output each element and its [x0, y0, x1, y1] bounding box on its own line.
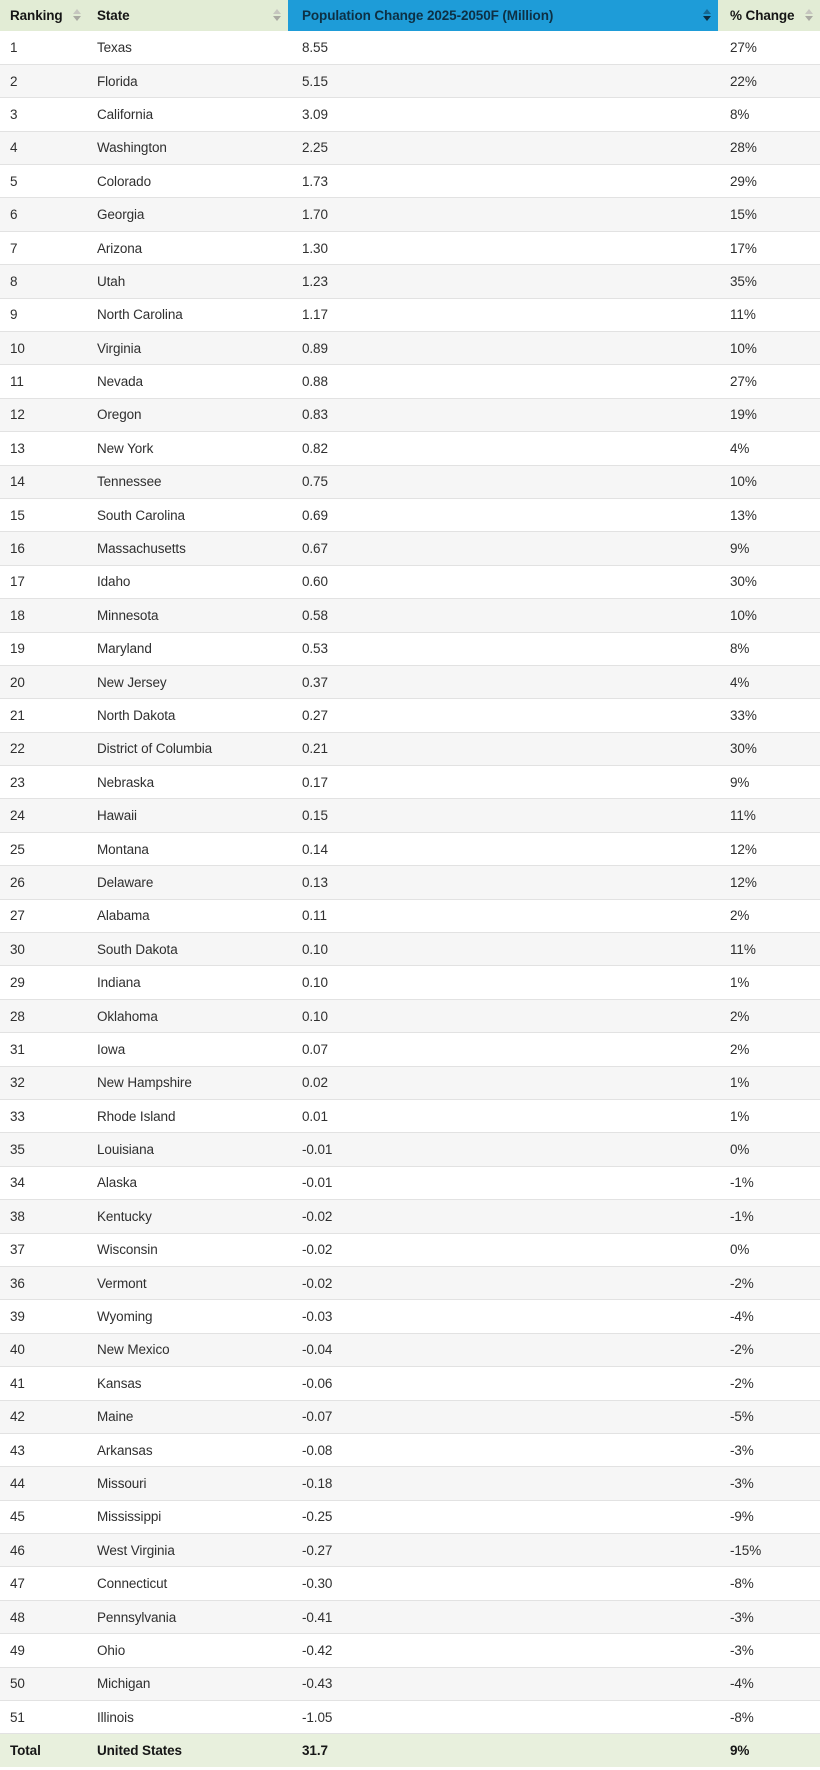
- population-change-cell: 0.83: [288, 398, 718, 431]
- state-cell: Mississippi: [88, 1500, 288, 1533]
- table-row: [0, 1166, 820, 1199]
- pct-change-cell: 0%: [718, 1233, 820, 1266]
- table-row: [0, 465, 820, 498]
- population-change-cell: 0.10: [288, 933, 718, 966]
- ranking-cell: 38: [0, 1200, 88, 1233]
- population-change-cell: -0.03: [288, 1300, 718, 1333]
- sort-descending-icon: [703, 9, 711, 21]
- ranking-cell: 42: [0, 1400, 88, 1433]
- population-change-cell: 0.67: [288, 532, 718, 565]
- table-row: [0, 732, 820, 765]
- table-row: [0, 933, 820, 966]
- table-row: [0, 599, 820, 632]
- pct-change-cell: 10%: [718, 465, 820, 498]
- table-row: [0, 1367, 820, 1400]
- population-change-cell: 0.07: [288, 1033, 718, 1066]
- state-cell: Utah: [88, 265, 288, 298]
- table-row: [0, 832, 820, 865]
- state-cell: Texas: [88, 31, 288, 64]
- pct-change-cell: 2%: [718, 1033, 820, 1066]
- pct-change-cell: 11%: [718, 799, 820, 832]
- pct-change-cell: 2%: [718, 899, 820, 932]
- table-row: [0, 98, 820, 131]
- table-row: [0, 1667, 820, 1700]
- state-cell: Kentucky: [88, 1200, 288, 1233]
- ranking-cell: 49: [0, 1634, 88, 1667]
- table-footer: [0, 1734, 820, 1767]
- column-header-ranking[interactable]: [0, 0, 88, 31]
- ranking-cell: 22: [0, 732, 88, 765]
- ranking-cell: 46: [0, 1534, 88, 1567]
- state-cell: Arkansas: [88, 1433, 288, 1466]
- population-change-cell: 0.60: [288, 565, 718, 598]
- state-cell: California: [88, 98, 288, 131]
- table-row: [0, 1500, 820, 1533]
- ranking-cell: 10: [0, 332, 88, 365]
- table-row: [0, 198, 820, 231]
- table-row: [0, 31, 820, 64]
- ranking-cell: 25: [0, 832, 88, 865]
- pct-change-cell: 22%: [718, 64, 820, 97]
- population-change-cell: -0.42: [288, 1634, 718, 1667]
- state-cell: Montana: [88, 832, 288, 865]
- state-cell: Illinois: [88, 1701, 288, 1734]
- pct-change-cell: 12%: [718, 832, 820, 865]
- pct-change-cell: -2%: [718, 1266, 820, 1299]
- pct-change-cell: 12%: [718, 866, 820, 899]
- state-cell: Rhode Island: [88, 1100, 288, 1133]
- pct-change-cell: 8%: [718, 98, 820, 131]
- table-row: [0, 231, 820, 264]
- pct-change-cell: -5%: [718, 1400, 820, 1433]
- table-row: [0, 966, 820, 999]
- table-row: [0, 632, 820, 665]
- table-row: [0, 498, 820, 531]
- ranking-cell: 45: [0, 1500, 88, 1533]
- ranking-cell: 21: [0, 699, 88, 732]
- pct-change-cell: 28%: [718, 131, 820, 164]
- ranking-cell: 14: [0, 465, 88, 498]
- table-row: [0, 799, 820, 832]
- column-header-label: Ranking: [10, 8, 63, 23]
- ranking-cell: 16: [0, 532, 88, 565]
- ranking-cell: 20: [0, 665, 88, 698]
- state-cell: Delaware: [88, 866, 288, 899]
- table-row: [0, 999, 820, 1032]
- population-change-cell: -0.02: [288, 1200, 718, 1233]
- pct-change-cell: 4%: [718, 432, 820, 465]
- state-cell: Nevada: [88, 365, 288, 398]
- pct-change-cell: -3%: [718, 1467, 820, 1500]
- ranking-cell: 32: [0, 1066, 88, 1099]
- total-change-cell: 31.7: [288, 1734, 718, 1767]
- ranking-cell: 29: [0, 966, 88, 999]
- state-cell: Missouri: [88, 1467, 288, 1500]
- population-change-cell: 0.82: [288, 432, 718, 465]
- pct-change-cell: 17%: [718, 231, 820, 264]
- pct-change-cell: -3%: [718, 1433, 820, 1466]
- state-cell: Colorado: [88, 165, 288, 198]
- pct-change-cell: -2%: [718, 1367, 820, 1400]
- pct-change-cell: -4%: [718, 1667, 820, 1700]
- table-row: [0, 866, 820, 899]
- table-row: [0, 1634, 820, 1667]
- population-change-cell: 0.89: [288, 332, 718, 365]
- population-change-cell: -0.01: [288, 1133, 718, 1166]
- population-change-cell: -0.41: [288, 1600, 718, 1633]
- table-row: [0, 1600, 820, 1633]
- table-row: [0, 1066, 820, 1099]
- table-row: [0, 899, 820, 932]
- sort-arrows-icon: [273, 9, 281, 21]
- ranking-cell: 23: [0, 766, 88, 799]
- population-change-cell: -0.30: [288, 1567, 718, 1600]
- pct-change-cell: 1%: [718, 1100, 820, 1133]
- ranking-cell: 4: [0, 131, 88, 164]
- ranking-cell: 17: [0, 565, 88, 598]
- population-change-cell: 1.73: [288, 165, 718, 198]
- sort-arrows-icon: [73, 9, 81, 21]
- state-cell: Louisiana: [88, 1133, 288, 1166]
- population-change-cell: 0.01: [288, 1100, 718, 1133]
- state-cell: Maryland: [88, 632, 288, 665]
- table-row: [0, 1467, 820, 1500]
- population-change-cell: 0.10: [288, 966, 718, 999]
- ranking-cell: 33: [0, 1100, 88, 1133]
- population-change-cell: 0.15: [288, 799, 718, 832]
- pct-change-cell: 27%: [718, 31, 820, 64]
- pct-change-cell: 30%: [718, 732, 820, 765]
- pct-change-cell: 1%: [718, 966, 820, 999]
- population-change-cell: -0.43: [288, 1667, 718, 1700]
- state-cell: Indiana: [88, 966, 288, 999]
- state-cell: South Carolina: [88, 498, 288, 531]
- table-row: [0, 1333, 820, 1366]
- pct-change-cell: 1%: [718, 1066, 820, 1099]
- ranking-cell: 35: [0, 1133, 88, 1166]
- total-label-cell: Total: [0, 1734, 88, 1767]
- population-change-cell: -0.27: [288, 1534, 718, 1567]
- state-cell: North Carolina: [88, 298, 288, 331]
- state-cell: New Hampshire: [88, 1066, 288, 1099]
- population-change-cell: 1.30: [288, 231, 718, 264]
- ranking-cell: 40: [0, 1333, 88, 1366]
- state-cell: Iowa: [88, 1033, 288, 1066]
- table-row: [0, 265, 820, 298]
- state-cell: Ohio: [88, 1634, 288, 1667]
- total-pct-cell: 9%: [718, 1734, 820, 1767]
- table-row: [0, 1233, 820, 1266]
- table-row: [0, 1534, 820, 1567]
- ranking-cell: 41: [0, 1367, 88, 1400]
- ranking-cell: 12: [0, 398, 88, 431]
- ranking-cell: 44: [0, 1467, 88, 1500]
- pct-change-cell: 29%: [718, 165, 820, 198]
- population-change-cell: 1.23: [288, 265, 718, 298]
- population-change-cell: 0.27: [288, 699, 718, 732]
- pct-change-cell: 30%: [718, 565, 820, 598]
- column-header-label: Population Change 2025-2050F (Million): [302, 8, 554, 23]
- ranking-cell: 30: [0, 933, 88, 966]
- table-row: [0, 1100, 820, 1133]
- ranking-cell: 5: [0, 165, 88, 198]
- population-change-cell: -0.02: [288, 1266, 718, 1299]
- pct-change-cell: 8%: [718, 632, 820, 665]
- state-cell: Alabama: [88, 899, 288, 932]
- population-change-cell: 0.58: [288, 599, 718, 632]
- table-row: [0, 1266, 820, 1299]
- table-row: [0, 1400, 820, 1433]
- pct-change-cell: -4%: [718, 1300, 820, 1333]
- state-cell: Massachusetts: [88, 532, 288, 565]
- state-cell: New York: [88, 432, 288, 465]
- state-cell: Idaho: [88, 565, 288, 598]
- ranking-cell: 26: [0, 866, 88, 899]
- population-change-cell: 1.70: [288, 198, 718, 231]
- population-change-cell: 0.69: [288, 498, 718, 531]
- table-row: [0, 1701, 820, 1734]
- pct-change-cell: 0%: [718, 1133, 820, 1166]
- population-change-cell: -0.02: [288, 1233, 718, 1266]
- ranking-cell: 48: [0, 1600, 88, 1633]
- population-change-cell: 1.17: [288, 298, 718, 331]
- population-change-cell: -0.06: [288, 1367, 718, 1400]
- state-cell: Wyoming: [88, 1300, 288, 1333]
- state-cell: Oklahoma: [88, 999, 288, 1032]
- table-row: [0, 665, 820, 698]
- state-cell: West Virginia: [88, 1534, 288, 1567]
- population-change-cell: 0.21: [288, 732, 718, 765]
- population-change-cell: 0.13: [288, 866, 718, 899]
- pct-change-cell: 27%: [718, 365, 820, 398]
- table-row: [0, 332, 820, 365]
- ranking-cell: 8: [0, 265, 88, 298]
- state-cell: Oregon: [88, 398, 288, 431]
- sort-arrows-icon: [805, 9, 813, 21]
- column-header-label: State: [97, 8, 130, 23]
- population-change-cell: -0.04: [288, 1333, 718, 1366]
- total-row: [0, 1734, 820, 1767]
- column-header-label: % Change: [730, 8, 795, 23]
- population-change-cell: -0.25: [288, 1500, 718, 1533]
- state-cell: District of Columbia: [88, 732, 288, 765]
- population-change-cell: -0.08: [288, 1433, 718, 1466]
- pct-change-cell: 10%: [718, 599, 820, 632]
- pct-change-cell: 11%: [718, 298, 820, 331]
- column-header-state[interactable]: [88, 0, 288, 31]
- pct-change-cell: 4%: [718, 665, 820, 698]
- state-cell: Michigan: [88, 1667, 288, 1700]
- table-row: [0, 365, 820, 398]
- ranking-cell: 31: [0, 1033, 88, 1066]
- state-cell: Pennsylvania: [88, 1600, 288, 1633]
- pct-change-cell: -9%: [718, 1500, 820, 1533]
- pct-change-cell: 33%: [718, 699, 820, 732]
- pct-change-cell: 19%: [718, 398, 820, 431]
- ranking-cell: 3: [0, 98, 88, 131]
- population-change-cell: 5.15: [288, 64, 718, 97]
- table-row: [0, 1433, 820, 1466]
- header-row: [0, 0, 820, 31]
- state-cell: New Jersey: [88, 665, 288, 698]
- ranking-cell: 18: [0, 599, 88, 632]
- ranking-cell: 28: [0, 999, 88, 1032]
- ranking-cell: 51: [0, 1701, 88, 1734]
- ranking-cell: 11: [0, 365, 88, 398]
- pct-change-cell: -1%: [718, 1200, 820, 1233]
- population-change-cell: 0.17: [288, 766, 718, 799]
- ranking-cell: 47: [0, 1567, 88, 1600]
- state-cell: Washington: [88, 131, 288, 164]
- state-cell: Connecticut: [88, 1567, 288, 1600]
- table-row: [0, 1567, 820, 1600]
- column-header-pct-change[interactable]: [718, 0, 820, 31]
- table-body: [0, 31, 820, 1734]
- state-cell: Arizona: [88, 231, 288, 264]
- table-row: [0, 1200, 820, 1233]
- table-row: [0, 64, 820, 97]
- population-change-cell: 0.88: [288, 365, 718, 398]
- pct-change-cell: 11%: [718, 933, 820, 966]
- state-cell: South Dakota: [88, 933, 288, 966]
- state-cell: Virginia: [88, 332, 288, 365]
- ranking-cell: 13: [0, 432, 88, 465]
- population-change-cell: 2.25: [288, 131, 718, 164]
- ranking-cell: 9: [0, 298, 88, 331]
- state-cell: Alaska: [88, 1166, 288, 1199]
- column-header-population-change[interactable]: [288, 0, 718, 31]
- table-row: [0, 565, 820, 598]
- table-row: [0, 766, 820, 799]
- population-change-cell: -0.07: [288, 1400, 718, 1433]
- table-header: [0, 0, 820, 31]
- ranking-cell: 1: [0, 31, 88, 64]
- ranking-cell: 43: [0, 1433, 88, 1466]
- pct-change-cell: 35%: [718, 265, 820, 298]
- table-row: [0, 1133, 820, 1166]
- population-change-cell: 0.75: [288, 465, 718, 498]
- pct-change-cell: -15%: [718, 1534, 820, 1567]
- state-cell: Georgia: [88, 198, 288, 231]
- state-cell: Tennessee: [88, 465, 288, 498]
- table-row: [0, 298, 820, 331]
- table-row: [0, 532, 820, 565]
- ranking-cell: 50: [0, 1667, 88, 1700]
- pct-change-cell: 9%: [718, 532, 820, 565]
- ranking-cell: 24: [0, 799, 88, 832]
- ranking-cell: 39: [0, 1300, 88, 1333]
- population-change-cell: 8.55: [288, 31, 718, 64]
- pct-change-cell: 15%: [718, 198, 820, 231]
- population-change-cell: -0.18: [288, 1467, 718, 1500]
- table-row: [0, 131, 820, 164]
- state-cell: Nebraska: [88, 766, 288, 799]
- pct-change-cell: -8%: [718, 1567, 820, 1600]
- pct-change-cell: -8%: [718, 1701, 820, 1734]
- ranking-cell: 15: [0, 498, 88, 531]
- population-change-cell: -1.05: [288, 1701, 718, 1734]
- ranking-cell: 37: [0, 1233, 88, 1266]
- ranking-cell: 2: [0, 64, 88, 97]
- ranking-cell: 27: [0, 899, 88, 932]
- ranking-cell: 7: [0, 231, 88, 264]
- pct-change-cell: -1%: [718, 1166, 820, 1199]
- population-change-cell: 3.09: [288, 98, 718, 131]
- pct-change-cell: 13%: [718, 498, 820, 531]
- ranking-cell: 6: [0, 198, 88, 231]
- pct-change-cell: -3%: [718, 1600, 820, 1633]
- table-row: [0, 165, 820, 198]
- state-cell: Florida: [88, 64, 288, 97]
- ranking-cell: 36: [0, 1266, 88, 1299]
- ranking-cell: 34: [0, 1166, 88, 1199]
- state-cell: Vermont: [88, 1266, 288, 1299]
- population-change-cell: -0.01: [288, 1166, 718, 1199]
- population-change-cell: 0.53: [288, 632, 718, 665]
- table-row: [0, 1033, 820, 1066]
- pct-change-cell: -3%: [718, 1634, 820, 1667]
- state-cell: New Mexico: [88, 1333, 288, 1366]
- population-change-cell: 0.02: [288, 1066, 718, 1099]
- pct-change-cell: 9%: [718, 766, 820, 799]
- table-row: [0, 432, 820, 465]
- state-cell: Hawaii: [88, 799, 288, 832]
- state-cell: Minnesota: [88, 599, 288, 632]
- table-row: [0, 1300, 820, 1333]
- pct-change-cell: 2%: [718, 999, 820, 1032]
- population-change-cell: 0.10: [288, 999, 718, 1032]
- population-change-cell: 0.37: [288, 665, 718, 698]
- state-cell: Wisconsin: [88, 1233, 288, 1266]
- pct-change-cell: -2%: [718, 1333, 820, 1366]
- table-row: [0, 398, 820, 431]
- total-state-cell: United States: [88, 1734, 288, 1767]
- state-cell: Kansas: [88, 1367, 288, 1400]
- ranking-cell: 19: [0, 632, 88, 665]
- population-change-cell: 0.14: [288, 832, 718, 865]
- table-row: [0, 699, 820, 732]
- population-change-cell: 0.11: [288, 899, 718, 932]
- state-cell: North Dakota: [88, 699, 288, 732]
- state-cell: Maine: [88, 1400, 288, 1433]
- pct-change-cell: 10%: [718, 332, 820, 365]
